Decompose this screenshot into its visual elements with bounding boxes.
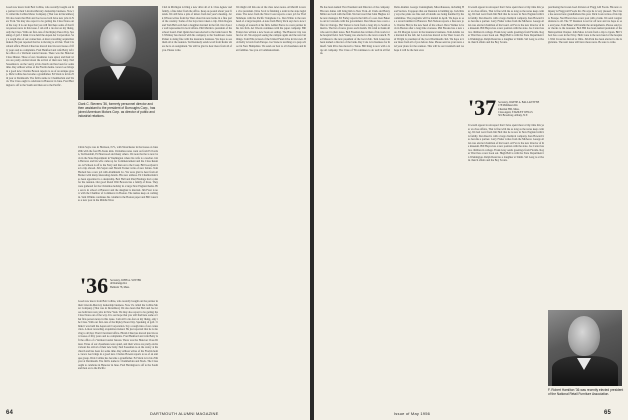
column-text: Delta Alumni. George Cunningham, Miscellaneous, including Head Section. It appears that our Reunion is building up. Jack Riley says the plans are fine and all details are being handled by the committee. The programs will be mailed in April. We hope to see a record number in Hanover. Bob Nelson reports a fine new job. Charles Hart is the new head of his school. Dave Walker is back in Boston after a long time overseas. Phil Brooks has a new son. Ed Morgan is now in the insurance business. Tom Adams was married in the fall. Art Lewis has moved to the West Coast. Paul Wright is president of the local Dartmouth club. We hope to hear more from all of you before June. Please send us your news and your plans for the reunion. This will be our twentieth and we hope it will be the best ever. [394,6,464,52]
class-header [80,273,142,298]
portrait-photo [548,310,622,386]
column-text: He has been named Vice President and Director of the company. His new duties will bring him to New York. Al Clark and Henry Miller are both with the firm. We had word that John Hughes is the new manager. Ed Farley reports the birth of a son. Ken Baker is out in Colorado with the government. Don Moore has a new office in Chicago. Hal Turner is back from a long trip to South America. The list of news grows each month. We wish to thank all who sent in their notes. Bob Freeman has written of his work in the hospital field. Jack Young was elected to the town council. Fred Mason is the new president of the local club. Tom Green has been named a director of the bank. Ray Cole is in business for himself. Sam Price has moved to Texas. Bill King is now with a large oil company. The Class of '36 continues to do well in all fields. [320,6,390,56]
column-text: Club in Michigan is filing a new drive all of it. Chas Agnew and family, a fine letter from the office. Keep us posted about your friends. We still have a pile of letters from last year's meeting. Jack Wilson writes from the West about his new home in a fine part of the country. Some of the boys have taken a trip. Dick Rogers and Tom Hall each had a daughter married in the fall. Our class is well represented in local affairs. Phil Martin is president of the school board. Paul Quinn has been elected to the bank board. Bob Whitney has moved with his company to the Southwest. Gene Parker is doing fine with the insurance business. We hope to see them all at the reunion. Ted Kennedy sends word from Rome where he is on assignment. We will be glad to hear more from all of you. Please write. [162,6,232,52]
photo-caption: F. Robert Hamilton '36 was recently elected president of the National Retail Furniture Association. [548,388,624,397]
column-text: It would appear in retrospect that I have spent most of my time this year on class affairs. That is fine with me as long as the notes keep coming. We had word from Jim Holt that he is now in New England with his family. Don Reed is with a large chemical company. Ken Howard has become a partner. Larry Fisher writes from the Midwest. George Allen was elected chairman of his board. Al Fox is the new director of the museum. Bill Hayes has a new position with the state. Joe Carter has two children in college. Frank Gray sends greetings from Florida. Roger Ward has a new book out. Hugh Bell is with the State Department in Washington. Ralph Dean has a daughter at Smith. Sid Long is active in church affairs and the Boy Scouts. [468,6,544,45]
footer-title: DARTMOUTH ALUMNI MAGAZINE [150,411,219,416]
text-column [320,6,390,404]
text-column [236,6,306,404]
column-text: Good now know from Bob Collins, who recently bought out the partner in their Lincoln-Mercury dealership business. Now it's called the Collins Motor Company. (That was in December.) We also learn that Bob and Joe Gross both have new jobs in New York. We may also report to be getting the Class Notes out of the way. It is our hope that you will find here some of that first-person news in this issue. I am still a tie-fast on my liking, only the Class. With our first-rate of the Ripley Peace Day. Speaking of golf. I think it was held the Aspen Air Corporation. Say a rough idea of our connection. A most rewarding acquisition indeed. He just reported that he is moving to all that. Their Cleveland office. Hiram Cline has moved into his new house of fifty years and no complaints. Fred Heniford and wife Betty left the office of a Vermont tourist bureau. There was the Hanover Class Dinner. Three of our classmates were spied, and their wives are pretty excited about the arrival of their new baby. Ned Sassaman is on the vestry at his church and has been for some time. Ray Allison writes of his Florida home. Grace Lee brings in a good new. Charles Bowen reports to us of an antique group. Dick Collins has become a grandfather. Ed Slack is in his 25th year at Dartmouth. The firm's name is: Chamberlain and Slack. The Class ought to celebrate in Hanover in June. Fred Harrington is off to the South and then on to the Pacific. [6,6,74,88]
column-text: We might call this one of the class news notes. Al Merrill is now a vice president. Dave Scott is finishing a term in the state legislature. The news from the West Coast reports a new job for Fred Simmons with the Pacific Telephone Co. Don White is the new head of a large hospital. A note from Harry Peck says he is now in charge of research at his firm. Arthur Pierce is a new partner in his law firm. Art Woods continues with the paper company. Bill Fenton has written a new book on sailing. The Hanover trip was fun for all. We enjoyed seeing the campus again and the new buildings. Tom Ellis is head of the United Fund drive in his town. Bob Kelly is back from Europe. Joe Stone is teaching at a prep school in New Hampshire. We send our best to all classmates and their families. See you at Commencement. [236,6,306,52]
text-column [394,6,464,404]
left-page [0,0,310,420]
text-column [468,6,544,92]
right-page [314,0,628,420]
class-number: '36 [80,273,109,298]
text-column [468,124,544,404]
text-column [78,300,158,404]
column-text: It would appear in retrospect that I have spent most of my time this year on class affairs. That is fine with me as long as the notes keep coming. We had word from Jim Holt that he is now in New England with his family. Don Reed is with a large chemical company. Ken Howard has become a partner. Larry Fisher writes from the Midwest. George Allen was elected chairman of his board. Al Fox is the new director of the museum. Bill Hayes has a new position with the state. Joe Carter has two children in college. Frank Gray sends greetings from Florida. Roger Ward has a new book out. Hugh Bell is with the State Department in Washington. Ralph Dean has a daughter at Smith. Sid Long is active in church affairs and the Boy Scouts. [468,124,544,163]
text-column [162,6,232,404]
page-folio: 64 [6,410,14,416]
portrait-photo [78,6,158,100]
text-column [78,146,158,271]
text-column [6,6,74,412]
column-text: Chick Sayre was in Harrison, N.Y., with Westchester in the house on June 26th with the four Hi-Teens kids. Christmas notes went on from Ed Jordan, Ted Kendall, Ed Sherwood and many others. We note that he is now back in the State Department in Washington where his wife is a teacher. John Barrows and his wife came up for Commencement and the Class Reunion. Al Schoen is off to the Navy and then on to the Coast. Bill Goodyear had a trip abroad. Jim Sayers and Harold Tucker write of new babies. Tom Hackett has a new job with Aluminum Co. We were glad to hear from Al Becker with many interesting details. His new address. Ed Chamberlain has been appointed to a dealership. Bob Hall and Paul Hastings had a plan for the reunion. Our good friend Walt Bowers has a family of three. They were gathered for the Christmas holiday in a large New England home. His son is in school at Hanover and the daughter is married. Jim Frost is now with the Chamber of Commerce in Boston. The names keep on coming in. Sam Wilkins continues his column in the Boston paper and Bill Lane has a new post in the Middle West. [78,146,158,203]
column-text: Good now know from Bob Collins, who recently bought out the partner in their Lincoln-Mercury dealership business. Now it's called the Collins Motor Company. (That was in December.) We also learn that Bob and Joe Gross both have new jobs in New York. We may also report to be getting the Class Notes out of the way. It is our hope that you will find here some of that first-person news in this issue. I am still a tie-fast on my liking, only the Class. With our first-rate of the Ripley Peace Day. Speaking of golf. I think it was held the Aspen Air Corporation. Say a rough idea of our connection. A most rewarding acquisition indeed. He just reported that he is moving to all that. Their Cleveland office. Hiram Cline has moved into his new house of fifty years and no complaints. Fred Heniford and wife Betty left the office of a Vermont tourist bureau. There was the Hanover Class Dinner. Three of our classmates were spied, and their wives are pretty excited about the arrival of their new baby. Ned Sassaman is on the vestry at his church and has been for some time. Ray Allison writes of his Florida home. Grace Lee brings in a good new. Charles Bowen reports to us of an antique group. Dick Collins has become a grandfather. Ed Slack is in his 25th year at Dartmouth. The firm's name is: Chamberlain and Slack. The Class ought to celebrate in Hanover in June. Fred Harrington is off to the South and then on to the Pacific. [78,300,158,371]
class-header [468,95,540,120]
column-text: purchasing the frozen food division of Flagg Gill Foods. His new company is Flagg-Gill Foods Inc. He says he is very pleased. The Class has several new grandfathers this year. Dick Cook writes of his trip to Europe. Ned Brown has a new post with a bank. We send congratulations to all. The '37 Reunion is not far off now and we hope to see everyone. Tom Baker will handle the arrangements. Please send your checks to the treasurer. Bob Hill has been named president of the Metropolitan Chapter. John Moss is back from a trip to Japan. Bill Short has a son in the Navy. Herb Lane is the new head of the hospital. Walt Cross has moved to Ohio. Jim Park has been elected to the legislature. The next issue will have more news. Be sure to write. [548,6,622,45]
class-number: '37 [468,95,497,120]
class-secretary: Secretary, JOHN A. SOTTER 40 Rutledge Rd. Belmont 78, Mass. [110,279,142,289]
photo-caption: Clark C. Stevens '36, formerly personnel director and then assistant to the president of Burroughs Corp., has joined American Motors Corp. as director of public and industrial relations. [78,102,156,119]
page-folio: 65 [604,410,612,416]
class-secretary: Secretary, WAYNE A. BALLANTYNE 178 Middlesex Rd. Chestnut Hill, Mass. Class Agent, STANLEY WELLS 501 Broadway, Albany, N.Y. [498,101,540,118]
text-column [548,6,622,306]
footer-title: Issue of May 1956 [394,411,431,416]
